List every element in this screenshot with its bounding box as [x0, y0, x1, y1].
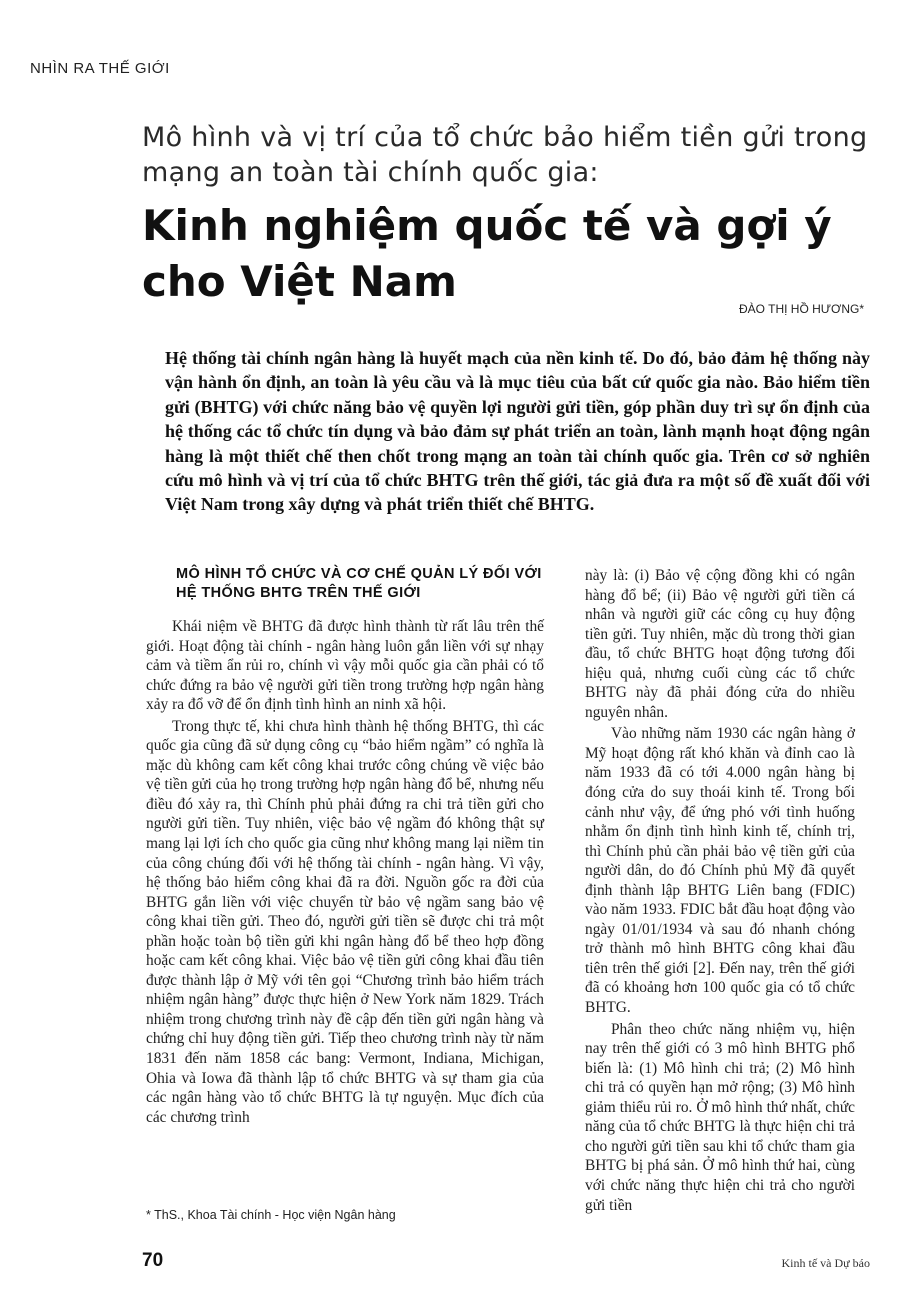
article-title: Kinh nghiệm quốc tế và gợi ý cho Việt Nam [142, 201, 832, 306]
author-name: ĐÀO THỊ HỒ HƯƠNG* [739, 302, 864, 316]
body-paragraph: Khái niệm về BHTG đã được hình thành từ rất lâu trên thế giới. Hoạt động tài chính - ngân hàng luôn gắn liền với sự nhạy cảm và tiềm ẩn rủi ro, chính vì vậy mỗi quốc gia cần phải có tổ chức đứng ra bảo vệ người gửi tiền trong trường hợp ngân hàng xảy ra đổ vỡ để ổn định tình hình an ninh xã hội. [146, 618, 544, 714]
article-subtitle: Mô hình và vị trí của tổ chức bảo hiểm tiền gửi trong mạng an toàn tài chính quốc gia: [142, 122, 868, 188]
body-paragraph-continued: này là: (i) Bảo vệ cộng đồng khi có ngân hàng đổ bể; (ii) Bảo vệ người gửi tiền cá nhân và người giữ các công cụ huy động tiền gửi. Tuy nhiên, mặc dù trong thời gian đầu, tổ chức BHTG hoạt động tương đối hiệu quả, nhưng cuối cùng các tổ chức BHTG này đã phải đóng cửa do nhiều nguyên nhân. [585, 567, 855, 721]
abstract: Hệ thống tài chính ngân hàng là huyết mạch của nền kinh tế. Do đó, bảo đảm hệ thống này vận hành ổn định, an toàn là yêu cầu và là mục tiêu của bất cứ quốc gia nào. Bảo hiểm tiền gửi (BHTG) với chức năng bảo vệ quyền lợi người gửi tiền, góp phần duy trì sự ổn định của hệ thống các tổ chức tín dụng và bảo đảm sự phát triển an toàn, lành mạnh hoạt động ngân hàng là một thiết chế then chốt trong mạng an toàn tài chính quốc gia. Trên cơ sở nghiên cứu mô hình và vị trí của tổ chức BHTG trên thế giới, tác giả đưa ra một số đề xuất đối với Việt Nam trong xây dựng và phát triển thiết chế BHTG. [165, 348, 870, 515]
left-column [146, 565, 544, 1127]
section-label: NHÌN RA THẾ GIỚI [30, 60, 170, 77]
right-column [585, 566, 855, 1215]
body-paragraph: Trong thực tế, khi chưa hình thành hệ thống BHTG, thì các quốc gia cũng đã sử dụng công cụ “bảo hiểm ngầm” có nghĩa là mặc dù không cam kết công khai trước công chúng về việc bảo vệ tiền gửi của họ trong trường hợp ngân hàng đổ bể, nhưng nếu điều đó xảy ra, thì Chính phủ phải đứng ra chi trả tiền gửi cho người gửi tiền. Tuy nhiên, việc bảo vệ ngầm đó không thật sự mang lại lợi ích cho quốc gia cũng như không mang lại niềm tin của công chúng đối với hệ thống tài chính - ngân hàng. Vì vậy, hệ thống bảo hiểm công khai đã ra đời. Nguồn gốc ra đời của BHTG gắn liền với việc chuyển từ bảo vệ ngầm sang bảo vệ công khai tiền gửi. Theo đó, người gửi tiền sẽ được chi trả một phần hoặc toàn bộ tiền gửi khi ngân hàng đổ bể theo hợp đồng hoặc cam kết công khai. Việc bảo vệ tiền gửi công khai đầu tiên được thành lập ở Mỹ với tên gọi “Chương trình bảo hiểm trách nhiệm ngân hàng” được thực hiện ở New York năm 1829. Trách nhiệm trong chương trình này đề cập đến tiền gửi ngân hàng và chứng chỉ huy động tiền gửi. Tiếp theo chương trình này từ năm 1831 đến năm 1858 các bang: Vermont, Indiana, Michigan, Ohia và Iowa đã thành lập tổ chức BHTG và sự tham gia của các ngân hàng vào tổ chức BHTG là tự nguyện. Mục đích của các chương trình [146, 717, 544, 1126]
section-heading: MÔ HÌNH TỔ CHỨC VÀ CƠ CHẾ QUẢN LÝ ĐỐI VỚI HỆ THỐNG BHTG TRÊN THẾ GIỚI [176, 566, 542, 601]
page-number: 70 [142, 1250, 164, 1271]
body-paragraph: Phân theo chức năng nhiệm vụ, hiện nay trên thế giới có 3 mô hình BHTG phổ biến là: (1) Mô hình chi trả; (2) Mô hình chi trả có quyền hạn mở rộng; (3) Mô hình giảm thiểu rủi ro. Ở mô hình thứ nhất, chức năng của tổ chức BHTG là thực hiện chi trả cho người gửi tiền sau khi tổ chức tham gia BHTG bị phá sản. Ở mô hình thứ hai, cùng với chức năng thực hiện chi trả cho người gửi tiền [585, 1020, 855, 1214]
journal-name: Kinh tế và Dự báo [781, 1256, 870, 1270]
body-paragraph: Vào những năm 1930 các ngân hàng ở Mỹ hoạt động rất khó khăn và đỉnh cao là năm 1933 đã có tới 4.000 ngân hàng bị đóng cửa do suy thoái kinh tế. Trong bối cảnh như vậy, để ứng phó với tình huống nhằm ổn định tình hình kinh tế, chính trị, thì Chính phủ cần phải bảo vệ tiền gửi của người dân, do đó Chính phủ Mỹ đã quyết định thành lập BHTG Liên bang (FDIC) vào năm 1933. FDIC bắt đầu hoạt động vào ngày 01/01/1934 và sau đó nhanh chóng trở thành mô hình BHTG công khai đầu tiên trên thế giới [2]. Đến nay, trên thế giới đã có khoảng hơn 100 quốc gia có tổ chức BHTG. [585, 725, 855, 1017]
footnote: * ThS., Khoa Tài chính - Học viện Ngân hàng [146, 1208, 396, 1222]
